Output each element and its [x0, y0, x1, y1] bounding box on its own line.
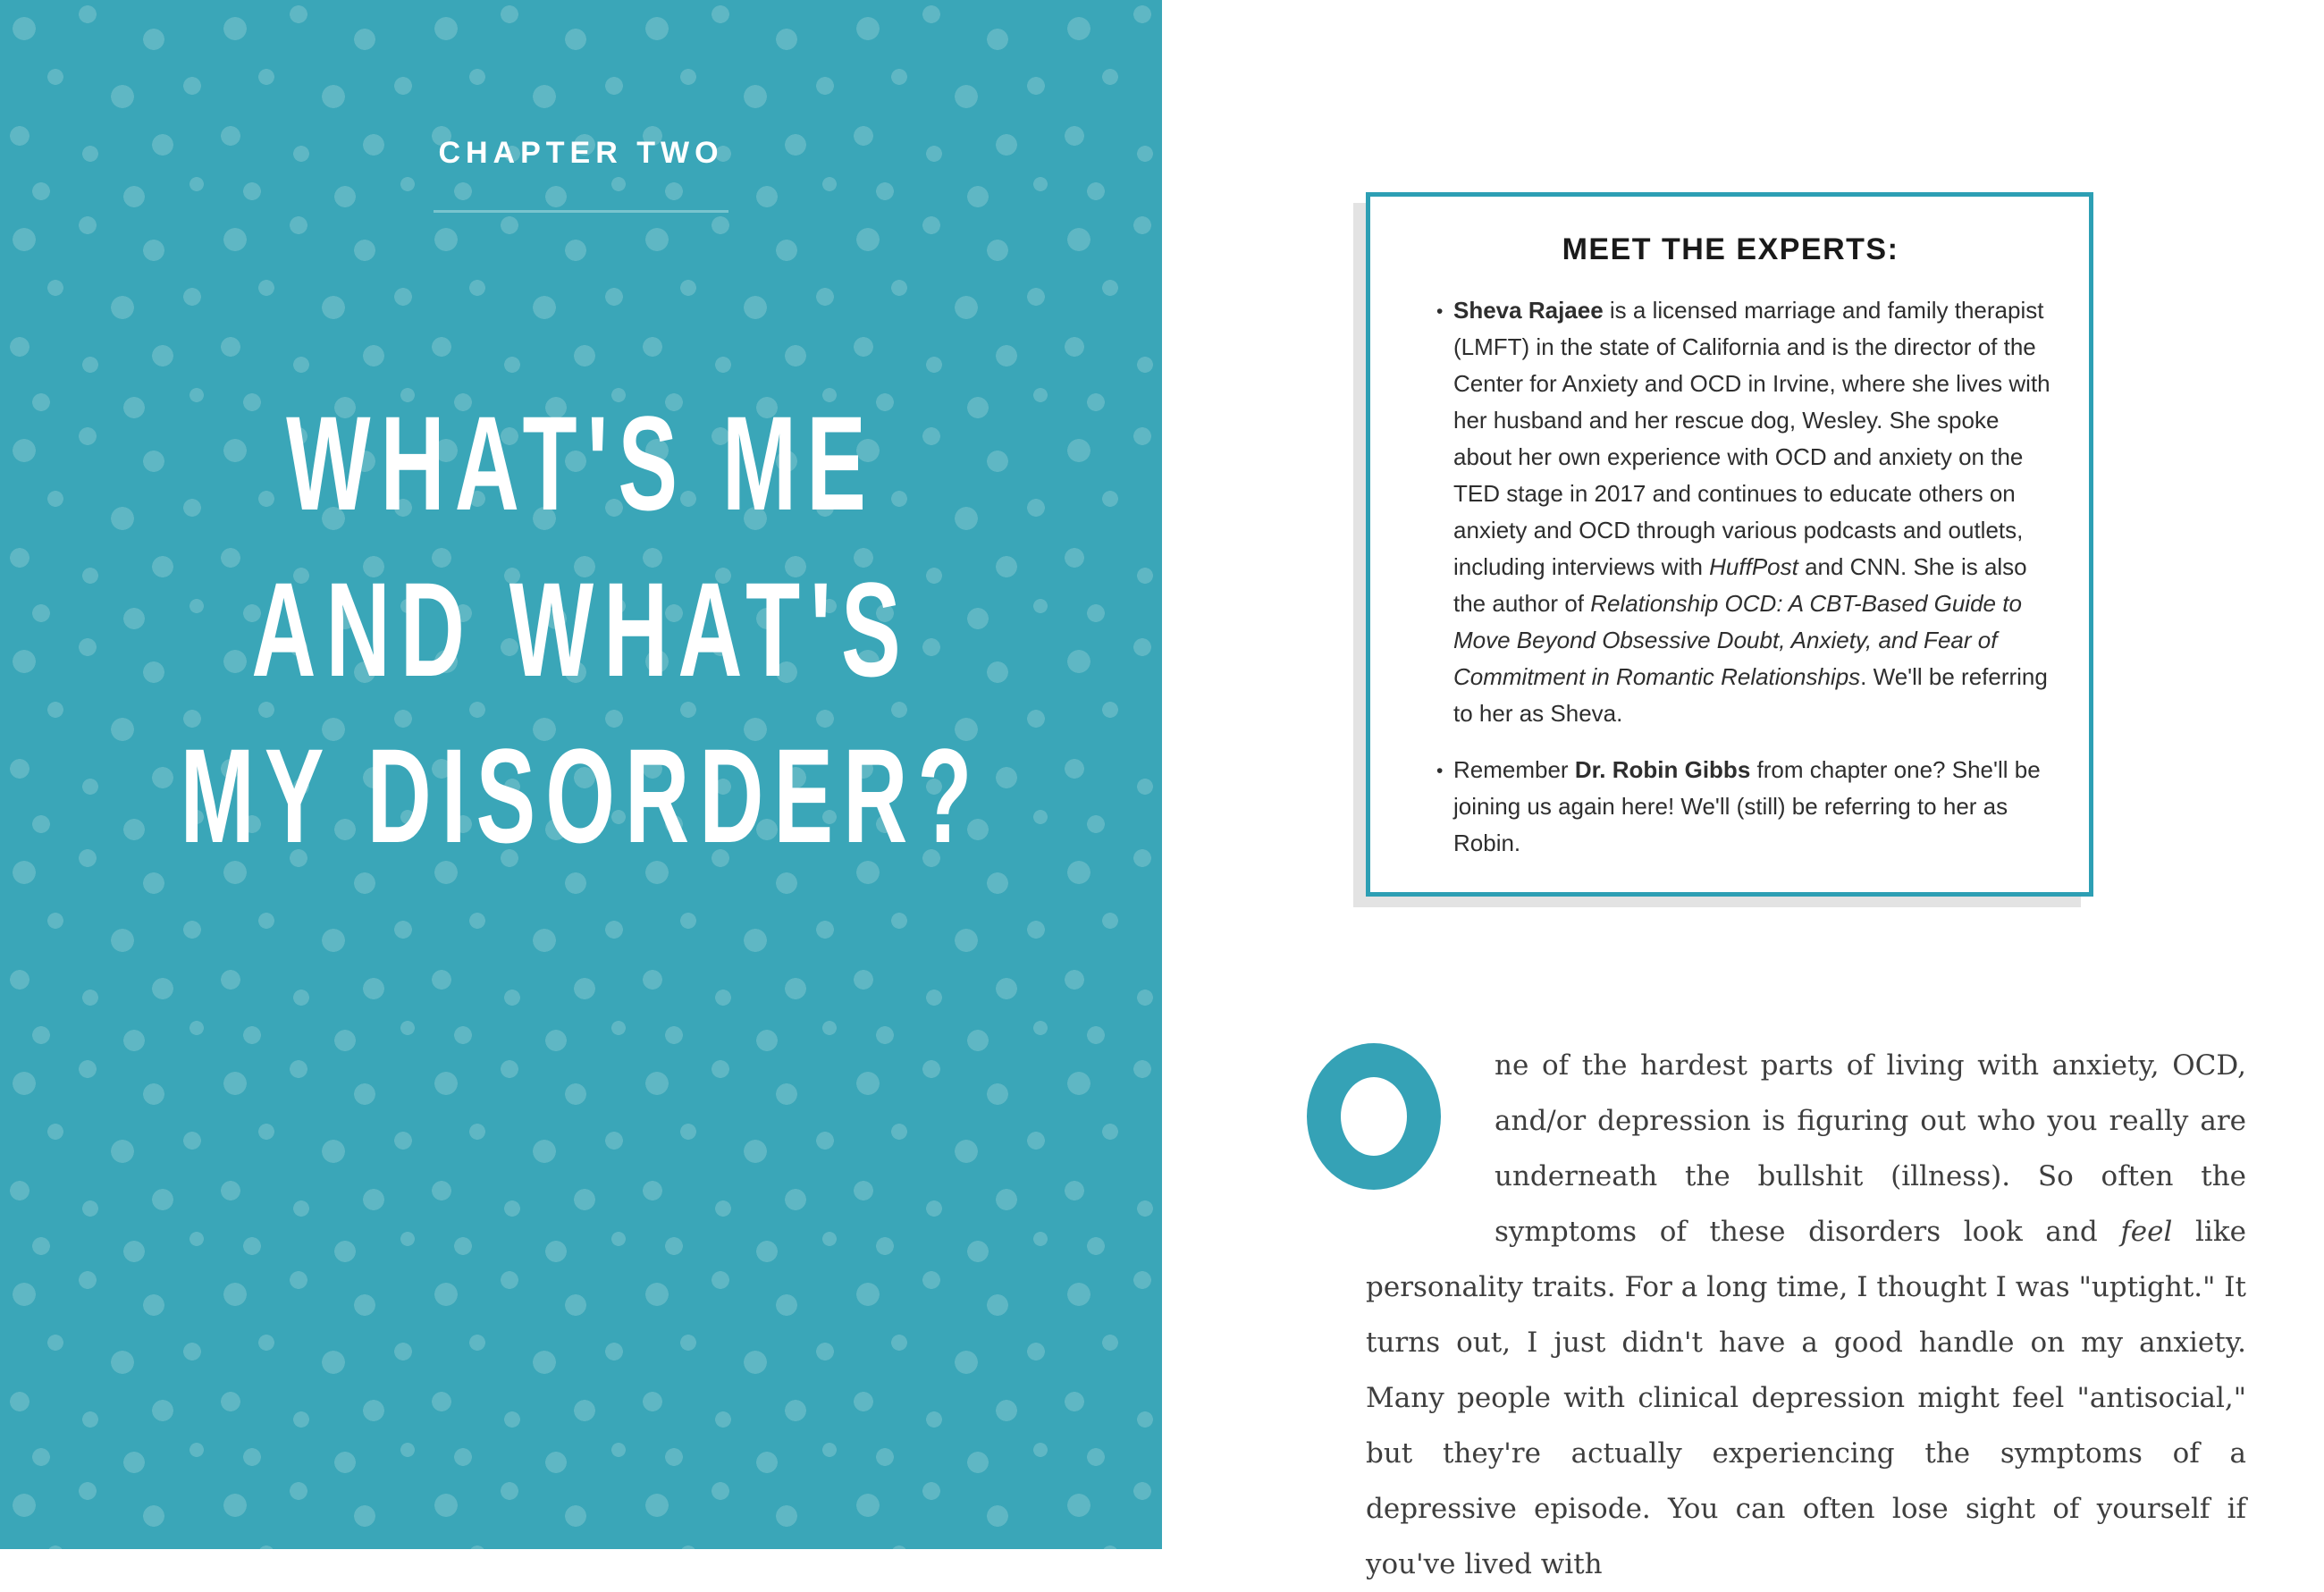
right-page [1162, 0, 2324, 1580]
dropcap-letter-o [1307, 1043, 1441, 1190]
left-page [0, 0, 1162, 1549]
bullet-marker: • [1436, 301, 1444, 322]
bullet-marker: • [1436, 761, 1444, 781]
title-line-3: MY DISORDER? [180, 721, 982, 872]
chapter-kicker: CHAPTER TWO [438, 136, 724, 170]
paragraph-body: ne of the hardest parts of living with anxiety, OCD, and/or depression is figuring out who you really are underneath the bullshit (illness). So often the symptoms of these disorders look and feel like personality traits. For a long time, I thought I was "uptight." It turns out, I just didn't have a good handle on my anxiety. Many people with clinical depression might feel "antisocial," but they're actually experiencing the symptoms of a depressive episode. You can often lose sight of yourself if you've lived with [1366, 1049, 2246, 1580]
meet-the-experts-box [1366, 192, 2093, 897]
kicker-underline [434, 210, 728, 213]
title-line-1: WHAT'S ME [286, 389, 876, 539]
chapter-title [0, 381, 1162, 880]
title-line-2: AND WHAT'S [251, 555, 911, 705]
opening-paragraph [1366, 1038, 2246, 1592]
bullet-text: Remember Dr. Robin Gibbs from chapter one? She'll be joining us again here! We'll (still) be referring to her as Robin. [1453, 756, 2041, 856]
expert-bullet-list [1408, 292, 2053, 862]
paragraph-text [1366, 1038, 2246, 1592]
expert-bullet-robin [1436, 752, 2053, 862]
experts-box-heading: MEET THE EXPERTS: [1562, 232, 1899, 266]
bullet-text: Sheva Rajaee is a licensed marriage and family therapist (LMFT) in the state of California and is the director of the Center for Anxiety and OCD in Irvine, where she lives with her husband and her rescue dog, Wesley. She spoke about her own experience with OCD and anxiety on the TED stage in 2017 and continues to educate others on anxiety and OCD through various podcasts and outlets, including interviews with HuffPost and CNN. She is also the author of Relationship OCD: A CBT-Based Guide to Move Beyond Obsessive Doubt, Anxiety, and Fear of Commitment in Romantic Relationships. We'll be referring to her as Sheva. [1453, 297, 2050, 727]
expert-bullet-sheva [1436, 292, 2053, 732]
